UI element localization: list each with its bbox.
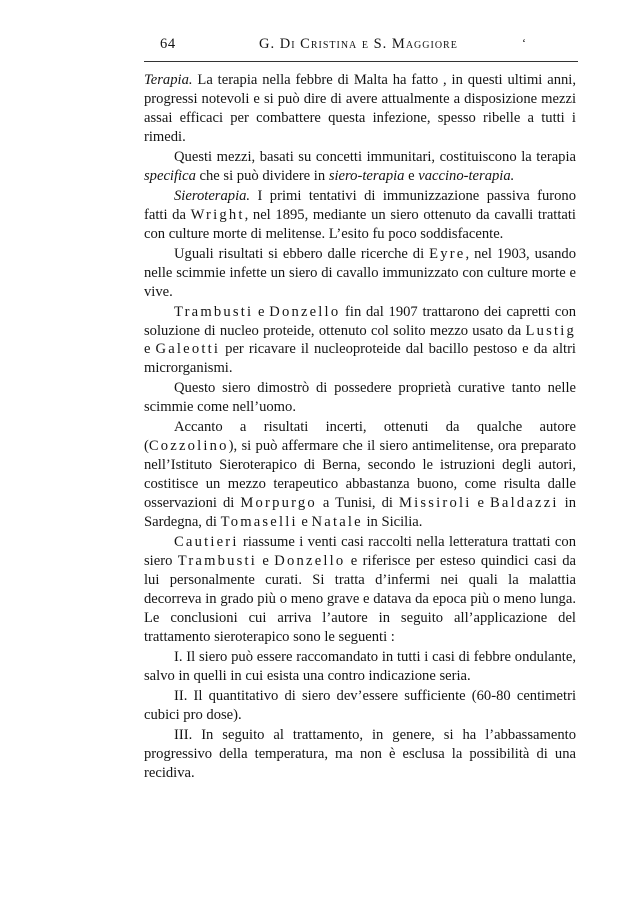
text-run: II. Il quantitativo di siero dev’essere sufficiente (60-80 centimetri cubici pro dose).: [144, 687, 576, 723]
text-run: , nel 1903, usando nelle scimmie infette un siero di cavallo immunizzato con culture morte e vive.: [144, 245, 577, 300]
text-run: I primi tentativi di immunizzazione passiva furono fatti da: [144, 187, 576, 223]
paragraph-eyre: [144, 245, 576, 302]
author-name: Baldazzi: [489, 495, 559, 512]
author-name: Donzello: [269, 303, 341, 320]
text-run: La terapia nella febbre di Malta ha fatto , in questi ultimi anni, progressi notevoli e si può dire di avere attualmente a disposizione mezzi assai efficaci per combattere questa infezione, spesso ribelle a tutti i rimedi.: [144, 72, 576, 145]
text-run: fin dal 1907 trattarono dei capretti con soluzione di nucleo proteide, ottenuto col solito mezzo usato da: [144, 303, 576, 339]
text-run: e: [297, 513, 312, 530]
text-run: e: [257, 552, 275, 569]
text-run: e: [253, 303, 270, 320]
paragraph-trambusti: [144, 303, 576, 379]
author-name: Galeotti: [155, 341, 221, 358]
author-name: Missiroli: [398, 495, 472, 512]
italic-term: siero-terapia: [328, 167, 405, 184]
text-run: ), si può affermare che il siero antimelitense, ora preparato nell’Istituto Sieroterapico di Berna, secondo le istruzioni degli autori, costitisce un mezzo terapeutico abbastanza buono, come risulta dalle osservazioni di: [144, 438, 576, 512]
author-name: Eyre: [429, 245, 466, 262]
author-name: Cozzolino: [148, 438, 229, 455]
text-run: Uguali risultati si ebbero dalle ricerche di: [174, 245, 430, 262]
text-run: che si può dividere in: [195, 167, 329, 184]
author-name: Wright: [190, 206, 245, 223]
text-run: III. In seguito al trattamento, in genere, si ha l’abbassamento progressivo della temperatura, ma non è esclusa la possibilità di una recidiva.: [144, 726, 576, 781]
italic-term: Sieroterapia.: [174, 187, 251, 204]
paragraph-sieroterapia: [144, 187, 576, 244]
conclusion-item-1: [144, 648, 576, 686]
author-name: Natale: [311, 513, 363, 530]
text-run: I. Il siero può essere raccomandato in tutti i casi di febbre ondulante, salvo in quelli in cui esista una contro indicazione seria.: [144, 648, 576, 684]
body-text: [144, 71, 576, 784]
author-name: Morpurgo: [240, 495, 317, 512]
text-run: riassume i venti casi raccolti nella letteratura trattati con siero: [144, 534, 576, 569]
italic-term: specifica: [144, 167, 196, 184]
page-number: 64: [160, 36, 176, 52]
text-run: in Sardegna, di: [144, 495, 577, 530]
paragraph-mezzi: [144, 148, 576, 186]
italic-term: Terapia.: [144, 72, 193, 88]
text-run: e: [404, 167, 419, 184]
text-run: Questo siero dimostrò di possedere proprietà curative tanto nelle scimmie come nell’uomo.: [144, 380, 576, 416]
text-run: Accanto a risultati incerti, ottenuti da qualche autore (: [144, 419, 576, 455]
conclusion-item-2: [144, 687, 576, 725]
text-run: e riferisce per esteso quindici casi da lui personalmente curati. Si tratta d’infermi nei quali la malattia decorreva in grado più o meno grave e datava da epoca più o meno lunga. Le conclusioni cui arriva l’autore in seguito all’applicazione del trattamento sieroterapico sono le seguenti :: [144, 552, 576, 645]
page-header: [144, 36, 578, 58]
text-run: per ricavare il nucleoproteide dal bacillo pestoso e da altri microrganismi.: [144, 341, 576, 377]
text-run: Questi mezzi, basati su concetti immunitari, costituiscono la terapia: [174, 148, 576, 165]
text-run: , nel 1895, mediante un siero ottenuto da cavalli trattati con culture morte di melitense. L’esito fu poco soddisfacente.: [144, 206, 576, 242]
paragraph-terapia: [144, 71, 576, 147]
author-name: Trambusti: [174, 303, 254, 320]
paragraph-risultati-incerti: [144, 418, 576, 531]
conclusion-item-3: [144, 726, 576, 783]
header-rule: [144, 61, 578, 62]
author-name: Cautieri: [174, 534, 239, 551]
text-run: e: [144, 341, 156, 358]
running-title: G. Di Cristina e S. Maggiore: [259, 36, 458, 52]
text-run: e: [471, 495, 490, 512]
author-name: Trambusti: [177, 552, 258, 569]
author-name: Donzello: [274, 552, 346, 569]
paragraph-cautieri: [144, 533, 576, 646]
header-mark: ‘: [522, 36, 527, 50]
paragraph-siero-proprieta: [144, 379, 576, 417]
text-run: a Tunisi, di: [316, 495, 399, 512]
author-name: Lustig: [525, 322, 576, 339]
italic-term: vaccino-terapia.: [418, 167, 515, 184]
text-run: in Sicilia.: [362, 513, 423, 530]
author-name: Tomaselli: [220, 513, 298, 530]
